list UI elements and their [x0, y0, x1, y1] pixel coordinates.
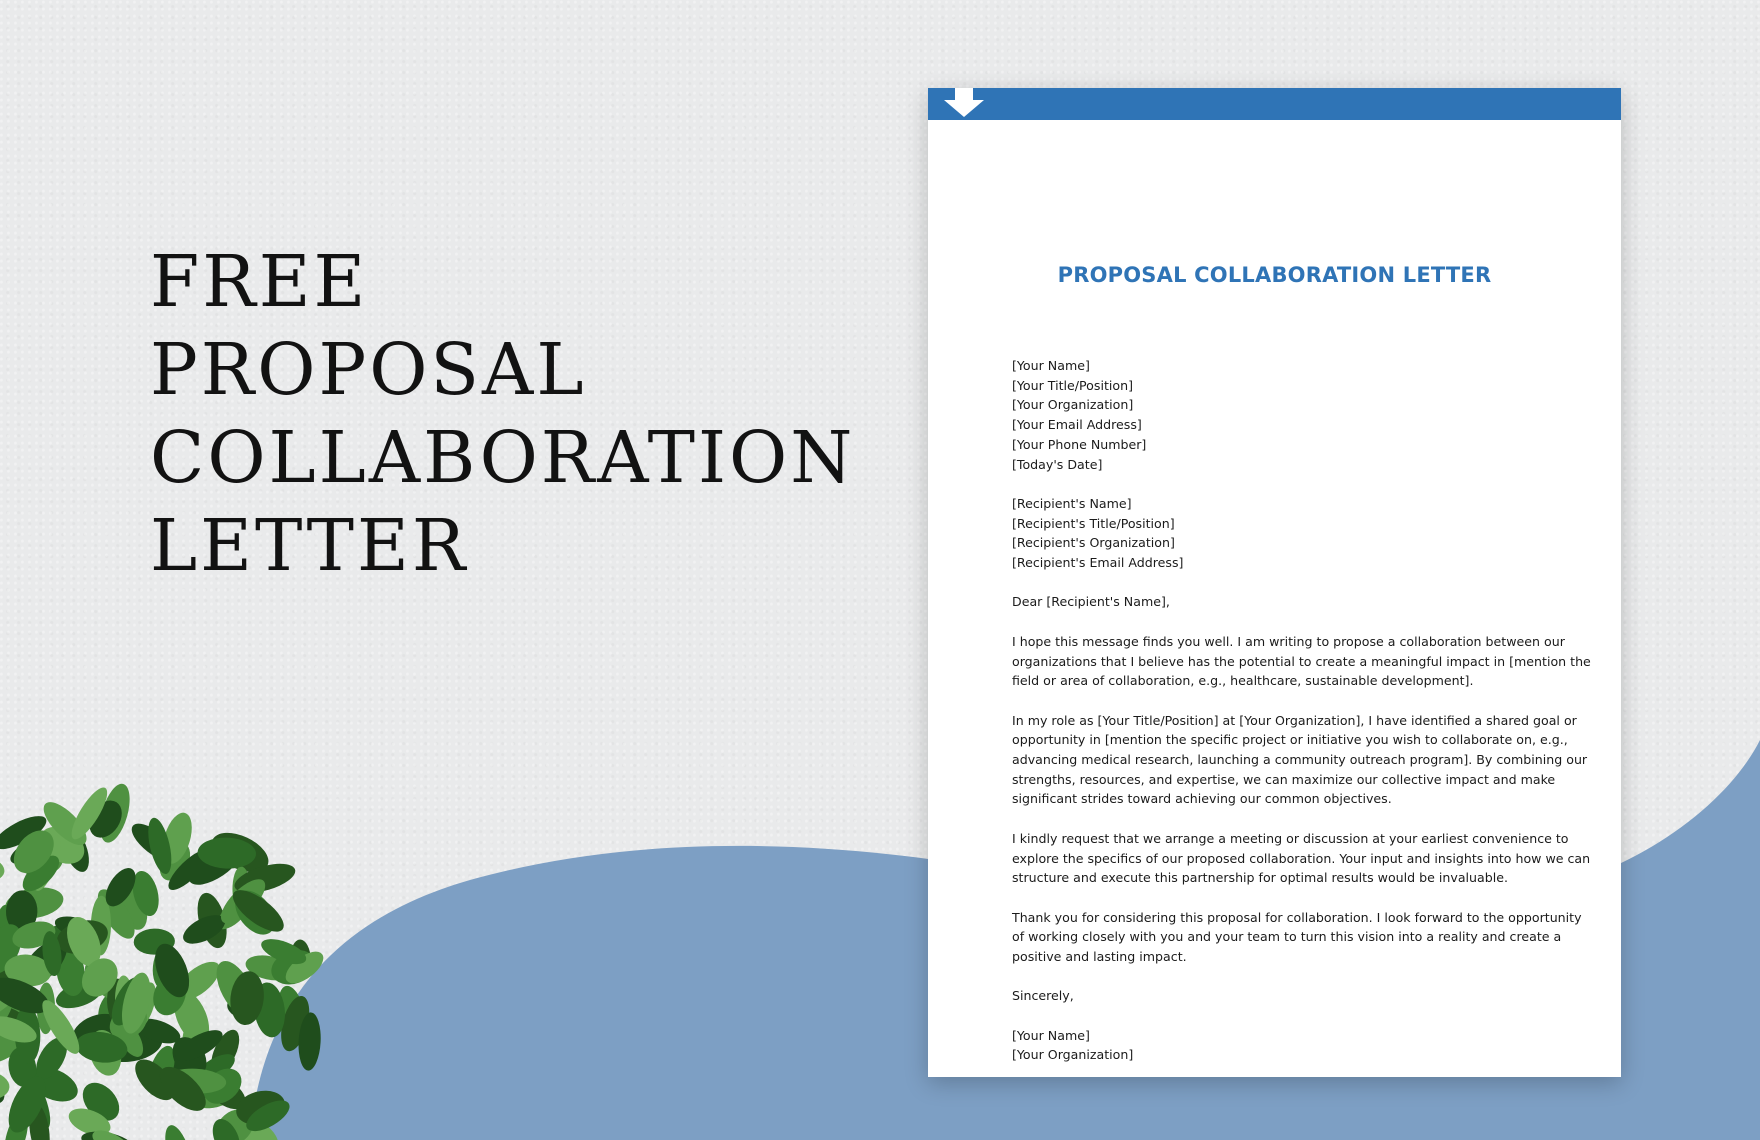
plant-leaf: [160, 1122, 198, 1140]
header-band: [928, 88, 1621, 120]
paragraph-line: organizations that I believe has the potential to create a meaningful impact in [mention the: [1012, 653, 1591, 669]
paragraph: [1012, 632, 1591, 691]
paragraph-line: I hope this message finds you well. I am writing to propose a collaboration between our: [1012, 633, 1565, 649]
signature-line: [Your Name]: [1012, 1027, 1090, 1043]
plant-leaf: [0, 853, 6, 885]
closing: Sincerely,: [1012, 988, 1074, 1004]
paragraph-line: significant strides toward achieving our common objectives.: [1012, 791, 1392, 807]
paragraph-line: field or area of collaboration, e.g., healthcare, sustainable development].: [1012, 673, 1474, 689]
sender-block: [1012, 356, 1547, 474]
paragraph-line: positive and lasting impact.: [1012, 949, 1187, 964]
paragraph-line: opportunity in [mention the specific project or initiative you wish to collaborate on, e.g.,: [1012, 732, 1568, 748]
sender-line: [Your Title/Position]: [1012, 377, 1133, 393]
sender-line: [Your Email Address]: [1012, 417, 1142, 433]
hero-title-line: FREE: [150, 240, 369, 323]
paragraph-line: In my role as [Your Title/Position] at [Your Organization], I have identified a shared goal or: [1012, 712, 1577, 728]
document-title: PROPOSAL COLLABORATION LETTER: [1057, 263, 1492, 287]
paragraph-line: structure and execute this partnership for optimal results would be invaluable.: [1012, 870, 1509, 886]
recipient-line: [Recipient's Organization]: [1012, 535, 1175, 551]
paragraph-line: explore the specifics of our proposed collaboration. Your input and insights into how we can: [1012, 850, 1591, 866]
paragraph-line: Thank you for considering this proposal for collaboration. I look forward to the opportunity: [1012, 909, 1582, 925]
paragraph-line: advancing medical research, launching a community outreach program]. By combining our: [1012, 752, 1588, 767]
paragraph: [1012, 711, 1588, 810]
recipient-line: [Recipient's Email Address]: [1012, 555, 1184, 571]
paragraph: [1012, 908, 1582, 967]
paragraph-line: strengths, resources, and expertise, we can maximize our collective impact and make: [1012, 771, 1556, 787]
down-arrow-icon: [942, 88, 986, 118]
sender-line: [Your Phone Number]: [1012, 436, 1147, 452]
plant-decoration-icon: [0, 775, 360, 1140]
paragraph-line: of working closely with you and your team to turn this vision into a reality and create a: [1012, 929, 1562, 945]
letter-document: [928, 88, 1621, 1077]
signature-line: [Your Organization]: [1012, 1047, 1134, 1063]
plant-leaf: [0, 1069, 11, 1102]
recipient-line: [Recipient's Name]: [1012, 495, 1132, 511]
paragraph-line: I kindly request that we arrange a meeting or discussion at your earliest convenience to: [1012, 830, 1569, 846]
recipient-line: [Recipient's Title/Position]: [1012, 515, 1175, 531]
sender-line: [Your Organization]: [1012, 397, 1134, 413]
salutation: Dear [Recipient's Name],: [1012, 594, 1170, 610]
sender-line: [Your Name]: [1012, 358, 1090, 373]
letter-body: [1012, 356, 1591, 1065]
recipient-block: [1012, 494, 1547, 573]
paragraph: [1012, 829, 1591, 888]
hero-title-line: LETTER: [150, 504, 469, 587]
signature-block: [1012, 1026, 1547, 1065]
hero-title-line: COLLABORATION: [150, 416, 856, 499]
sender-line: [Today's Date]: [1012, 456, 1103, 472]
hero-title-line: PROPOSAL: [150, 328, 587, 411]
hero-title: [150, 238, 855, 590]
